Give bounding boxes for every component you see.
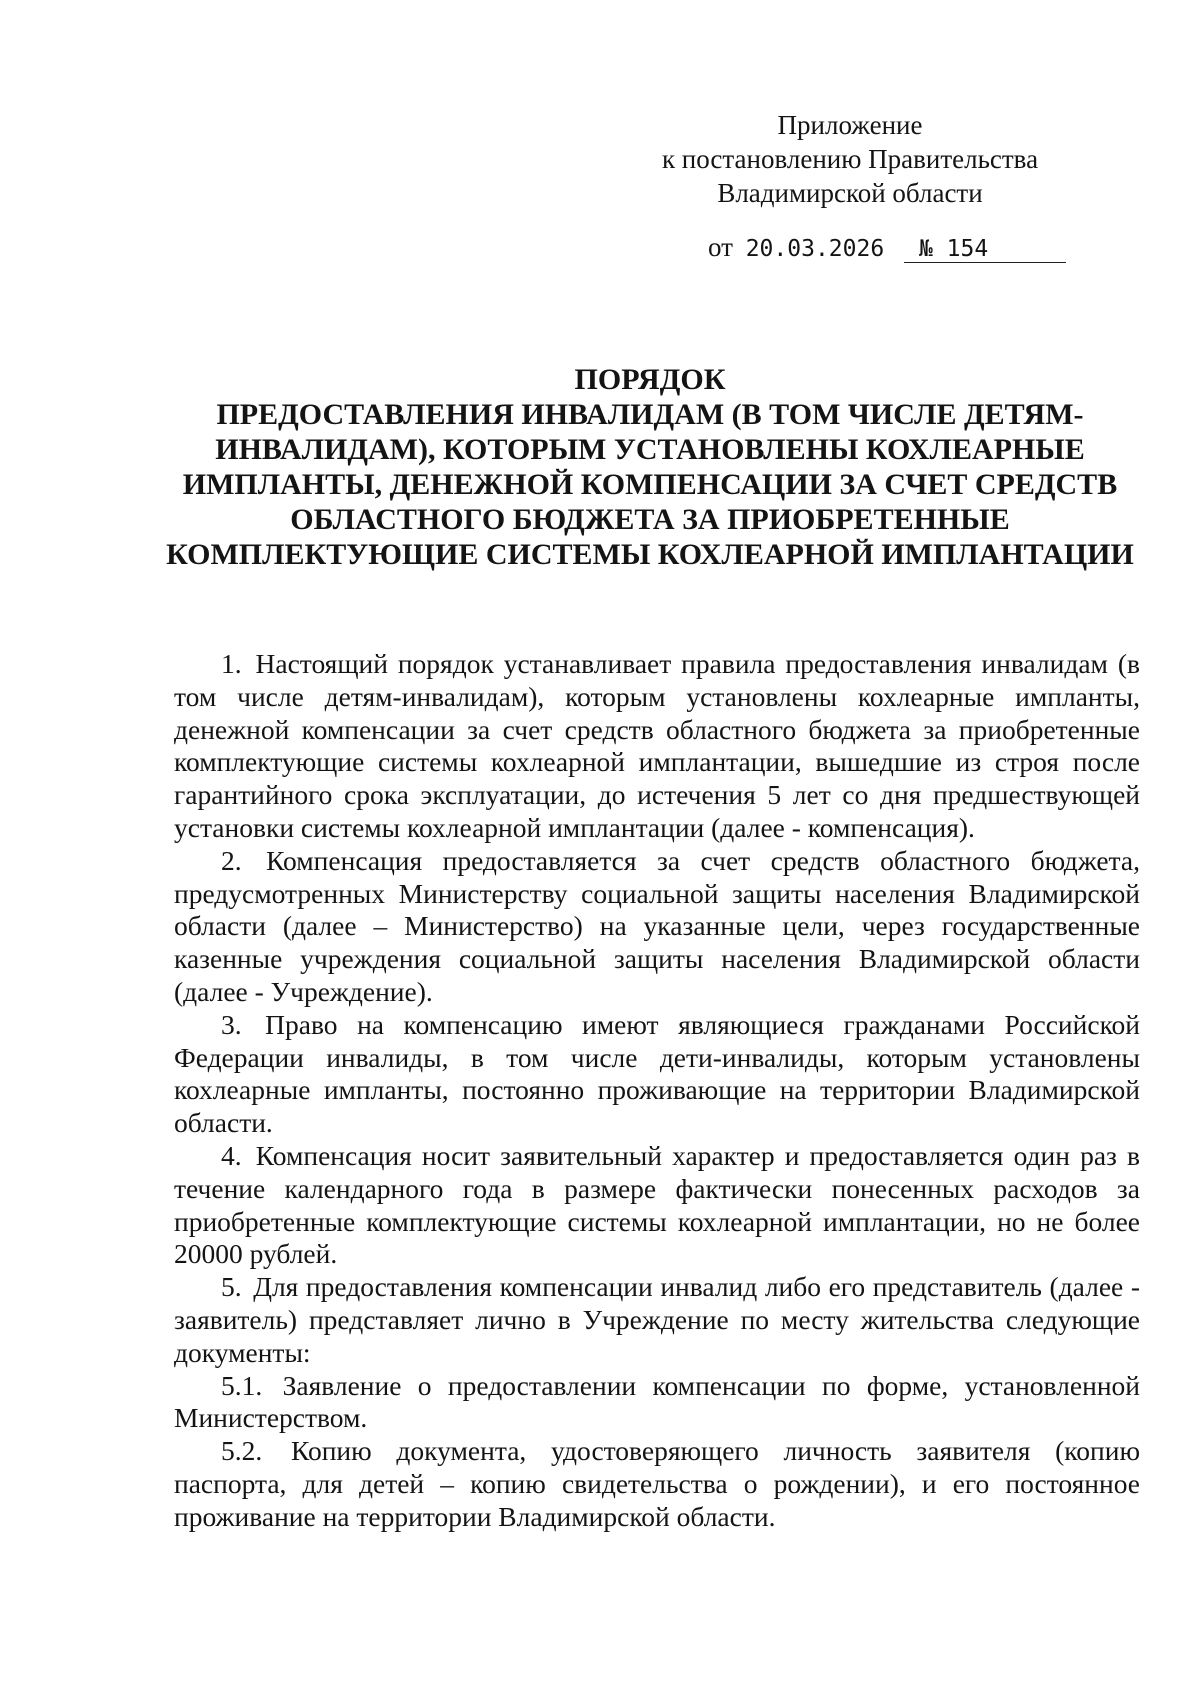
paragraph-number: 2. <box>221 844 242 876</box>
date-prefix: от <box>708 232 733 262</box>
paragraph-number: 5.2. <box>221 1435 263 1467</box>
paragraph-5-2 <box>174 1435 1140 1533</box>
document-body <box>174 648 1140 1534</box>
paragraph-number: 3. <box>221 1008 242 1040</box>
paragraph-3 <box>174 1009 1140 1140</box>
appendix-title: Приложение <box>777 110 923 140</box>
paragraph-number: 5. <box>221 1271 242 1303</box>
resolution-number: № 154 <box>918 236 989 262</box>
paragraph-5 <box>174 1271 1140 1369</box>
title-line-3: ИНВАЛИДАМ), КОТОРЫМ УСТАНОВЛЕНЫ КОХЛЕАРНЫЕ <box>215 433 1085 466</box>
title-line-6: КОМПЛЕКТУЮЩИЕ СИСТЕМЫ КОХЛЕАРНОЙ ИМПЛАНТАЦИИ <box>166 538 1134 571</box>
appendix-region: Владимирской области <box>717 178 983 208</box>
paragraph-text: Компенсация носит заявительный характер и предоставляется один раз в течение календарного года в размере фактически понесенных расходов за приобретенные комплектующие системы кохлеарной имплантации, но не более 20000 рублей. <box>174 1139 1140 1270</box>
paragraph-text: Для предоставления компенсации инвалид либо его представитель (далее - заявитель) представляет лично в Учреждение по месту жительства следующие документы: <box>174 1271 1140 1368</box>
paragraph-4 <box>174 1140 1140 1271</box>
document-title <box>160 362 1140 572</box>
title-line-5: ОБЛАСТНОГО БЮДЖЕТА ЗА ПРИОБРЕТЕННЫЕ <box>290 503 1010 536</box>
title-line-1: ПОРЯДОК <box>574 363 726 396</box>
paragraph-text: Заявление о предоставлении компенсации по форме, установленной Министерством. <box>174 1369 1140 1434</box>
paragraph-text: Настоящий порядок устанавливает правила предоставления инвалидам (в том числе детям-инвалидам), которым установлены кохлеарные импланты, денежной компенсации за счет средств областного бюджета за приобретенные комплектующие системы кохлеарной имплантации, вышедшие из строя после гарантийного срока эксплуатации, до истечения 5 лет со дня предшествующей установки системы кохлеарной имплантации (далее - компенсация). <box>174 648 1140 843</box>
resolution-date: 20.03.2026 <box>745 236 885 262</box>
paragraph-number: 1. <box>221 648 242 679</box>
paragraph-2 <box>174 845 1140 1009</box>
number-underline <box>904 262 1066 263</box>
resolution-number-line <box>708 230 1080 266</box>
paragraph-text: Копию документа, удостоверяющего личность заявителя (копию паспорта, для детей – копию свидетельства о рождении), и его постоянное проживание на территории Владимирской области. <box>174 1435 1140 1532</box>
paragraph-number: 4. <box>221 1139 242 1171</box>
title-line-2: ПРЕДОСТАВЛЕНИЯ ИНВАЛИДАМ (В ТОМ ЧИСЛЕ ДЕТЯМ- <box>216 398 1084 431</box>
title-line-4: ИМПЛАНТЫ, ДЕНЕЖНОЙ КОМПЕНСАЦИИ ЗА СЧЕТ СРЕДСТВ <box>182 468 1118 501</box>
paragraph-text: Право на компенсацию имеют являющиеся гражданами Российской Федерации инвалиды, в том числе дети-инвалиды, которым установлены кохлеарные импланты, постоянно проживающие на территории Владимирской области. <box>174 1008 1141 1139</box>
paragraph-number: 5.1. <box>221 1369 263 1401</box>
paragraph-text: Компенсация предоставляется за счет средств областного бюджета, предусмотренных Министерству социальной защиты населения Владимирской области (далее – Министерство) на указанные цели, через государственные казенные учреждения социальной защиты населения Владимирской области (далее - Учреждение). <box>174 844 1140 1007</box>
appendix-header <box>640 108 1060 210</box>
paragraph-1 <box>174 648 1140 845</box>
appendix-subtitle: к постановлению Правительства <box>661 144 1039 174</box>
paragraph-5-1 <box>174 1370 1140 1436</box>
